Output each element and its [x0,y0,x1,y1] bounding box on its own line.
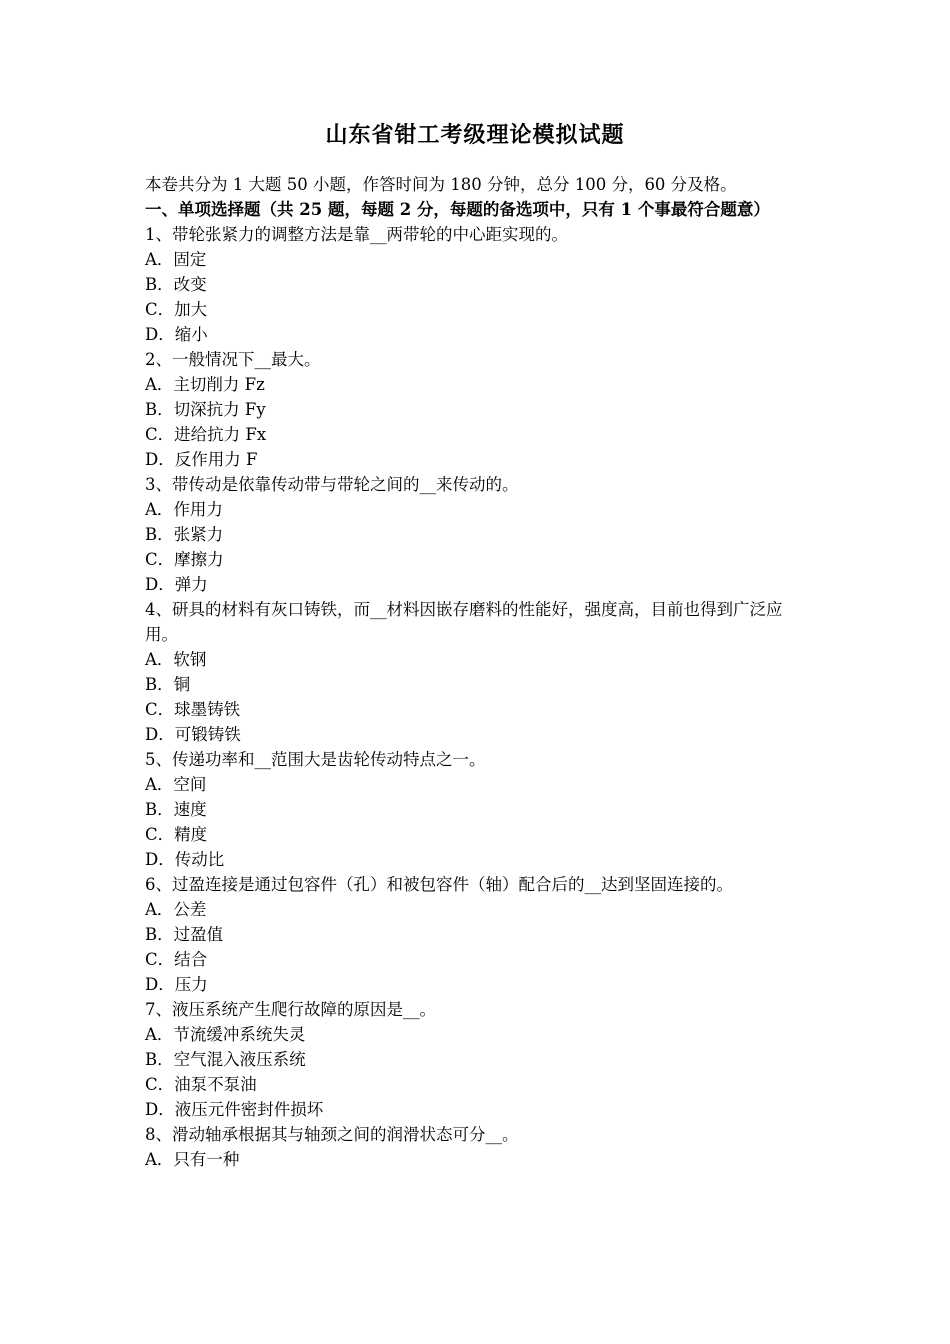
option-b: B．速度 [145,800,207,819]
question-stem: 2、一般情况下__最大。 [145,350,321,369]
option-d: D．传动比 [145,850,225,869]
question-4 [145,597,810,747]
option-b: B．张紧力 [145,525,224,544]
option-d: D．反作用力 F [145,450,258,469]
question-5 [145,747,810,872]
option-d: D．液压元件密封件损坏 [145,1100,324,1119]
option-a: A．软钢 [145,650,207,669]
question-3 [145,472,810,597]
option-c: C．球墨铸铁 [145,700,241,719]
question-stem: 1、带轮张紧力的调整方法是靠__两带轮的中心距实现的。 [145,225,568,244]
question-stem: 6、过盈连接是通过包容件（孔）和被包容件（轴）配合后的__达到坚固连接的。 [145,875,733,894]
question-7 [145,997,810,1122]
question-6 [145,872,810,997]
question-2 [145,347,810,472]
option-d: D．可锻铸铁 [145,725,241,744]
option-c: C．精度 [145,825,208,844]
question-stem: 4、研具的材料有灰口铸铁，而__材料因嵌存磨料的性能好，强度高，目前也得到广泛应用。 [145,600,783,644]
question-stem: 8、滑动轴承根据其与轴颈之间的润滑状态可分__。 [145,1125,519,1144]
option-b: B．切深抗力 Fy [145,400,266,419]
option-a: A．只有一种 [145,1150,240,1169]
option-b: B．空气混入液压系统 [145,1050,306,1069]
option-c: C．进给抗力 Fx [145,425,267,444]
question-stem: 3、带传动是依靠传动带与带轮之间的__来传动的。 [145,475,519,494]
option-c: C．加大 [145,300,208,319]
section-heading: 一、单项选择题（共 25 题，每题 2 分，每题的备选项中，只有 1 个事最符合题意） [145,200,770,219]
question-1 [145,222,810,347]
option-a: A．空间 [145,775,207,794]
question-8 [145,1122,810,1172]
question-stem: 5、传递功率和__范围大是齿轮传动特点之一。 [145,750,486,769]
option-d: D．缩小 [145,325,208,344]
option-a: A．作用力 [145,500,223,519]
document-title: 山东省钳工考级理论模拟试题 [325,122,625,148]
option-a: A．主切削力 Fz [145,375,265,394]
option-c: C．结合 [145,950,208,969]
option-b: B．铜 [145,675,191,694]
option-b: B．过盈值 [145,925,224,944]
option-c: C．摩擦力 [145,550,224,569]
option-b: B．改变 [145,275,207,294]
option-a: A．节流缓冲系统失灵 [145,1025,306,1044]
option-d: D．压力 [145,975,208,994]
option-a: A．固定 [145,250,207,269]
question-stem: 7、液压系统产生爬行故障的原因是__。 [145,1000,436,1019]
option-c: C．油泵不泵油 [145,1075,257,1094]
exam-intro: 本卷共分为 1 大题 50 小题，作答时间为 180 分钟，总分 100 分，60 分及格。 [145,175,737,194]
option-a: A．公差 [145,900,207,919]
document-body [145,172,810,1172]
option-d: D．弹力 [145,575,208,594]
